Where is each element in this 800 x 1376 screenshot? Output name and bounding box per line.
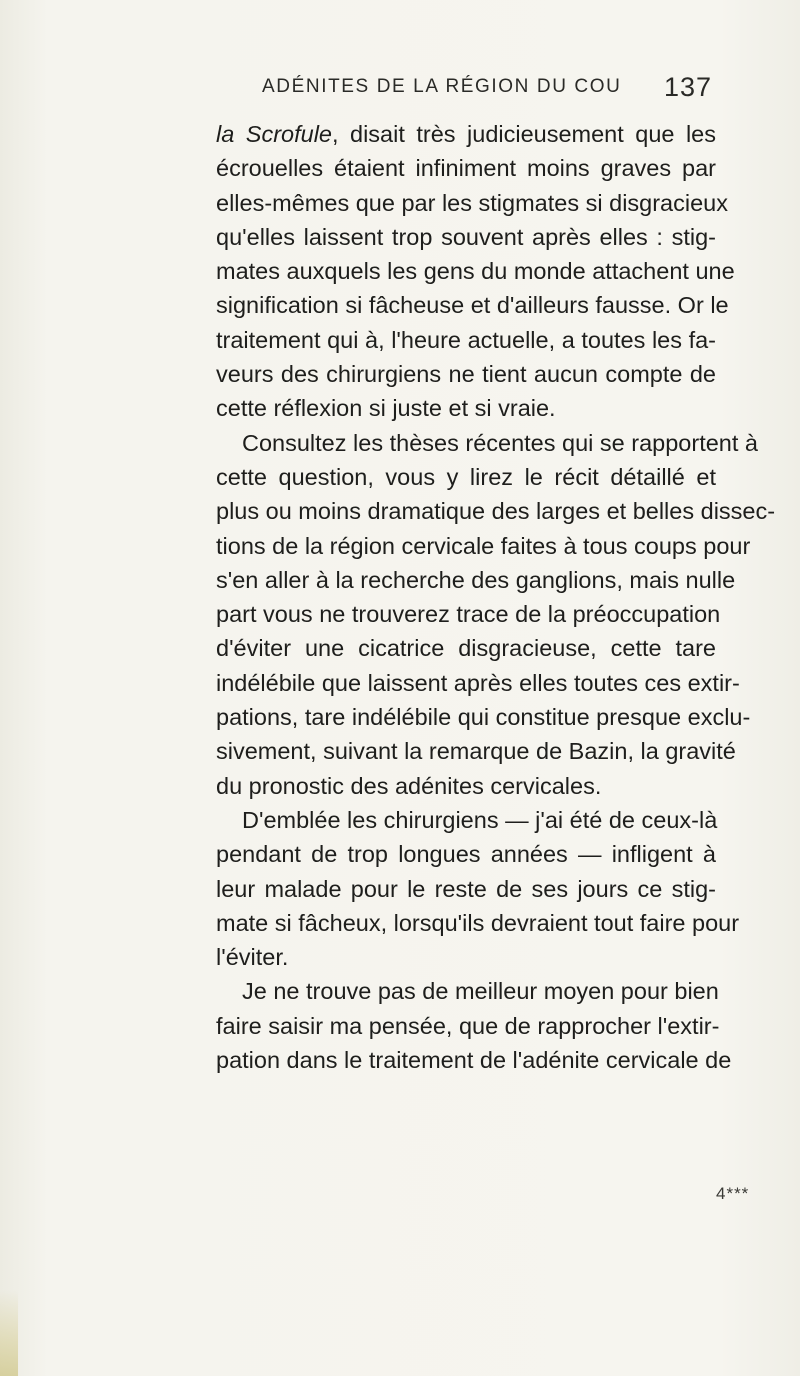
text-line: elles-mêmes que par les stigmates si disgracieux — [216, 189, 728, 216]
italic-title: la Scrofule — [216, 121, 332, 147]
text-line: cette réflexion si juste et si vraie. — [216, 395, 556, 422]
text-line: D'emblée les chirurgiens — j'ai été de ceux-là — [242, 806, 718, 833]
text-line: mate si fâcheux, lorsqu'ils devraient tout faire pour — [216, 909, 740, 936]
text-line: du pronostic des adénites cervicales. — [216, 772, 602, 799]
page-number: 137 — [663, 72, 712, 102]
text-line: signification si fâcheuse et d'ailleurs fausse. Or le — [216, 292, 729, 319]
text-line: veurs des chirurgiens ne tient aucun compte de — [216, 361, 716, 388]
paper-stain — [0, 1290, 18, 1376]
text-line: pations, tare indélébile qui constitue presque exclu- — [216, 704, 751, 731]
text-line: leur malade pour le reste de ses jours ce stig- — [216, 875, 716, 902]
text-line: qu'elles laissent trop souvent après elles : stig- — [216, 223, 716, 250]
page-header — [262, 72, 712, 112]
text-line: indélébile que laissent après elles toutes ces extir- — [216, 669, 740, 696]
text-line: d'éviter une cicatrice disgracieuse, cette tare — [216, 635, 716, 662]
text-line: sivement, suivant la remarque de Bazin, la gravité — [216, 738, 736, 765]
text-line: mates auxquels les gens du monde attachent une — [216, 258, 735, 285]
text-line: pendant de trop longues années — infligent à — [216, 841, 716, 868]
signature-mark: 4*** — [716, 1184, 750, 1203]
body-text — [216, 117, 776, 1077]
text-line: Je ne trouve pas de meilleur moyen pour bien — [242, 978, 719, 1005]
text-line: Consultez les thèses récentes qui se rapportent à — [242, 429, 758, 456]
text-line: s'en aller à la recherche des ganglions, mais nulle — [216, 566, 736, 593]
running-title: ADÉNITES DE LA RÉGION DU COU — [262, 76, 622, 97]
text-line: part vous ne trouverez trace de la préoccupation — [216, 601, 721, 628]
text-line: cette question, vous y lirez le récit détaillé et — [216, 463, 716, 490]
text-line: plus ou moins dramatique des larges et belles dissec- — [216, 498, 776, 525]
text-line — [216, 117, 716, 151]
text-line-content: , disait très judicieusement que les — [332, 121, 717, 147]
text-line: écrouelles étaient infiniment moins graves par — [216, 155, 716, 182]
text-line: tions de la région cervicale faites à tous coups pour — [216, 532, 751, 559]
text-line: faire saisir ma pensée, que de rapprocher l'extir- — [216, 1012, 720, 1039]
text-line: l'éviter. — [216, 944, 289, 971]
text-line: pation dans le traitement de l'adénite cervicale de — [216, 1047, 732, 1074]
text-line: traitement qui à, l'heure actuelle, a toutes les fa- — [216, 326, 716, 353]
